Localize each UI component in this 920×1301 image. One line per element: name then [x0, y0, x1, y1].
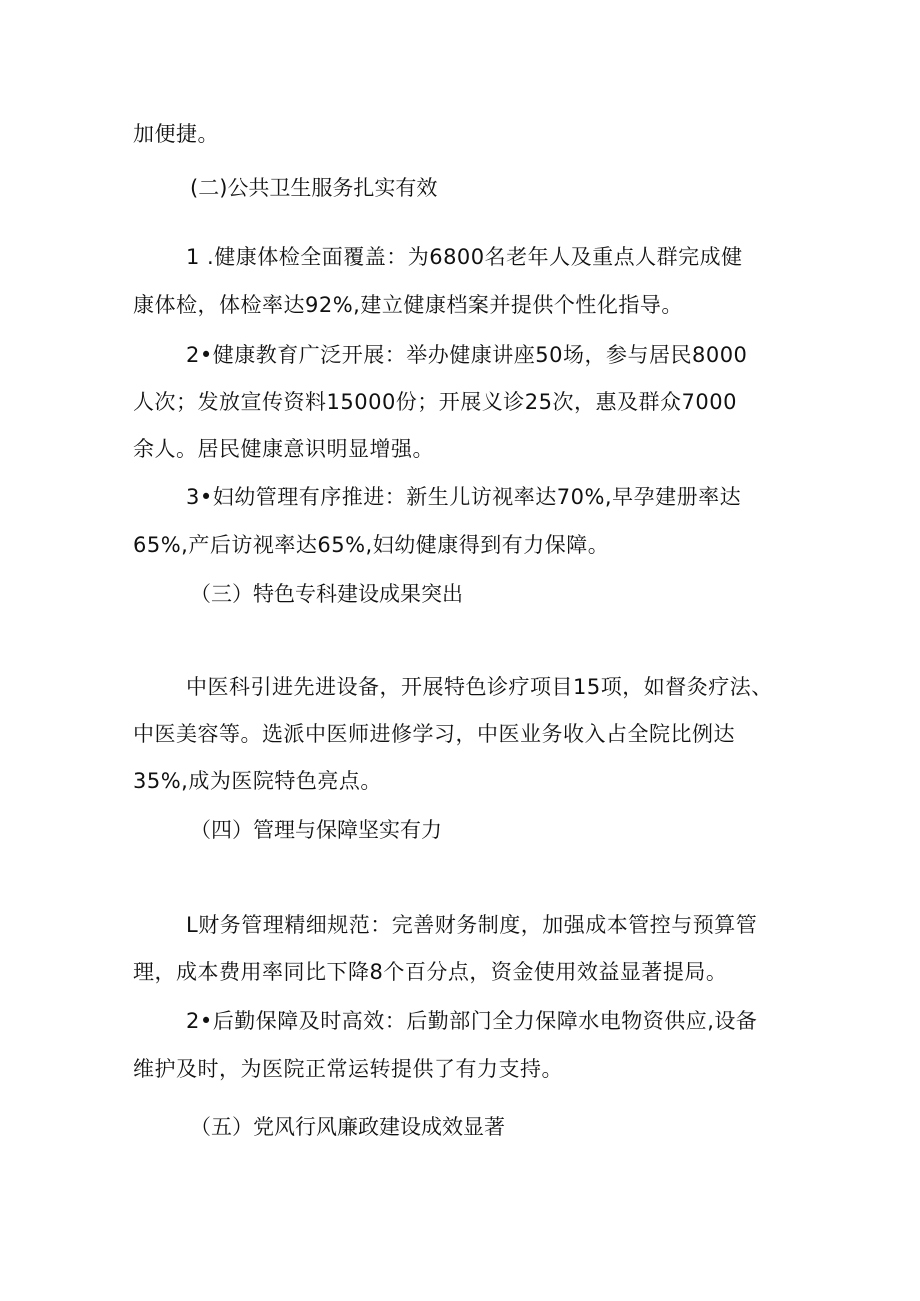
paragraph-line: 中医科引进先进设备，开展特色诊疗项目15项，如督灸疗法、	[186, 675, 773, 699]
paragraph-line: 余人。居民健康意识明显增强。	[133, 437, 434, 461]
paragraph-line: 65%,产后访视率达65%,妇幼健康得到有力保障。	[133, 533, 610, 557]
paragraph-line: 康体检，体检率达92%,建立健康档案并提供个性化指导。	[133, 293, 683, 317]
paragraph-line: 维护及时，为医院正常运转提供了有力支持。	[133, 1057, 563, 1081]
paragraph-line: 35%,成为医院特色亮点。	[133, 769, 382, 793]
section-heading: （四）管理与保障坚实有力	[190, 818, 442, 842]
paragraph-line: 1 .健康体检全面覆盖：为6800名老年人及重点人群完成健	[186, 245, 743, 269]
paragraph-line: 人次；发放宣传资料15000份；开展义诊25次，惠及群众7000	[133, 390, 737, 414]
paragraph-line: 2•健康教育广泛开展：举办健康讲座50场，参与居民8000	[186, 343, 748, 367]
section-heading: (二)公共卫生服务扎实有效	[190, 176, 438, 200]
paragraph-line: 理，成本费用率同比下降8个百分点，资金使用效益显著提局。	[133, 960, 728, 984]
paragraph-line: L财务管理精细规范：完善财务制度，加强成本管控与预算管	[186, 913, 758, 937]
paragraph-line: 3•妇幼管理有序推进：新生儿访视率达70%,早孕建册率达	[186, 485, 742, 509]
paragraph-line: 中医美容等。选派中医师进修学习，中医业务收入占全院比例达	[133, 722, 735, 746]
section-heading: （三）特色专科建设成果突出	[190, 582, 463, 606]
paragraph-line: 加便捷。	[133, 122, 219, 146]
paragraph-line: 2•后勤保障及时高效：后勤部门全力保障水电物资供应,设备	[186, 1009, 758, 1033]
section-heading: （五）党风行风廉政建设成效显著	[190, 1115, 505, 1139]
